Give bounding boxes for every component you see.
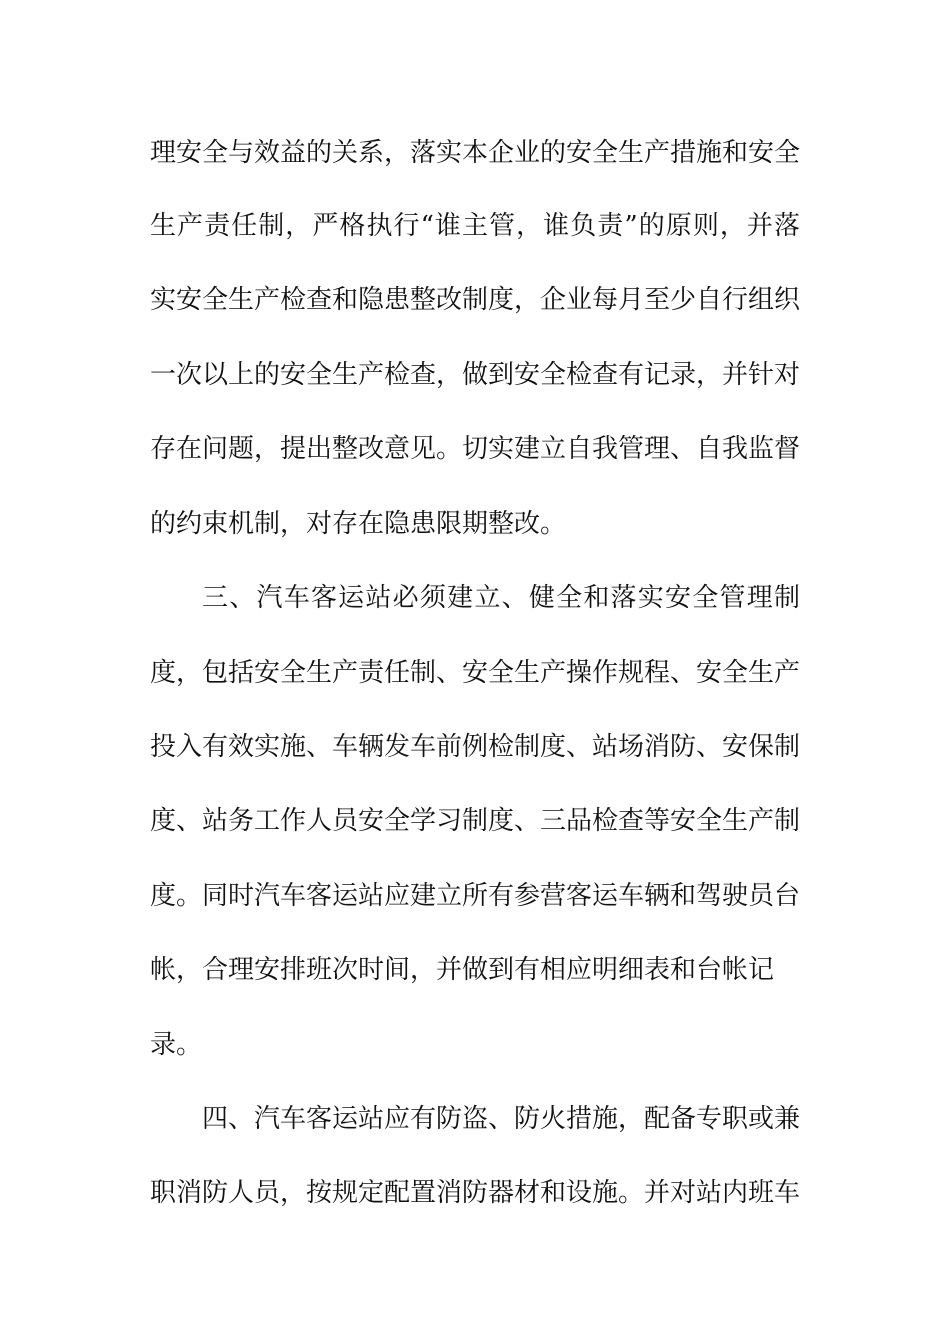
paragraph-line: 帐，合理安排班次时间，并做到有相应明细表和台帐记 bbox=[150, 955, 775, 985]
paragraph-line: 度。同时汽车客运站应建立所有参营客运车辆和驾驶员台 bbox=[150, 881, 801, 911]
paragraph-line: 录。 bbox=[150, 1030, 203, 1060]
paragraph-line: 理安全与效益的关系，落实本企业的安全生产措施和安全 bbox=[150, 138, 801, 168]
paragraph-line: 生产责任制，严格执行“谁主管，谁负责”的原则，并落 bbox=[150, 211, 800, 241]
paragraph-line: 三、汽车客运站必须建立、健全和落实安全管理制 bbox=[202, 583, 800, 613]
paragraph-line: 职消防人员，按规定配置消防器材和设施。并对站内班车 bbox=[150, 1178, 801, 1208]
paragraph-line: 的约束机制，对存在隐患限期整改。 bbox=[150, 509, 567, 539]
paragraph-line: 存在问题，提出整改意见。切实建立自我管理、自我监督 bbox=[150, 434, 801, 464]
paragraph-line: 投入有效实施、车辆发车前例检制度、站场消防、安保制 bbox=[150, 732, 801, 762]
paragraph-line: 度，包括安全生产责任制、安全生产操作规程、安全生产 bbox=[150, 658, 801, 688]
paragraph-line: 度、站务工作人员安全学习制度、三品检查等安全生产制 bbox=[150, 806, 801, 836]
paragraph-line: 实安全生产检查和隐患整改制度，企业每月至少自行组织 bbox=[150, 285, 801, 315]
paragraph-line: 四、汽车客运站应有防盗、防火措施，配备专职或兼 bbox=[202, 1104, 801, 1134]
paragraph-line: 一次以上的安全生产检查，做到安全检查有记录，并针对 bbox=[150, 360, 801, 390]
